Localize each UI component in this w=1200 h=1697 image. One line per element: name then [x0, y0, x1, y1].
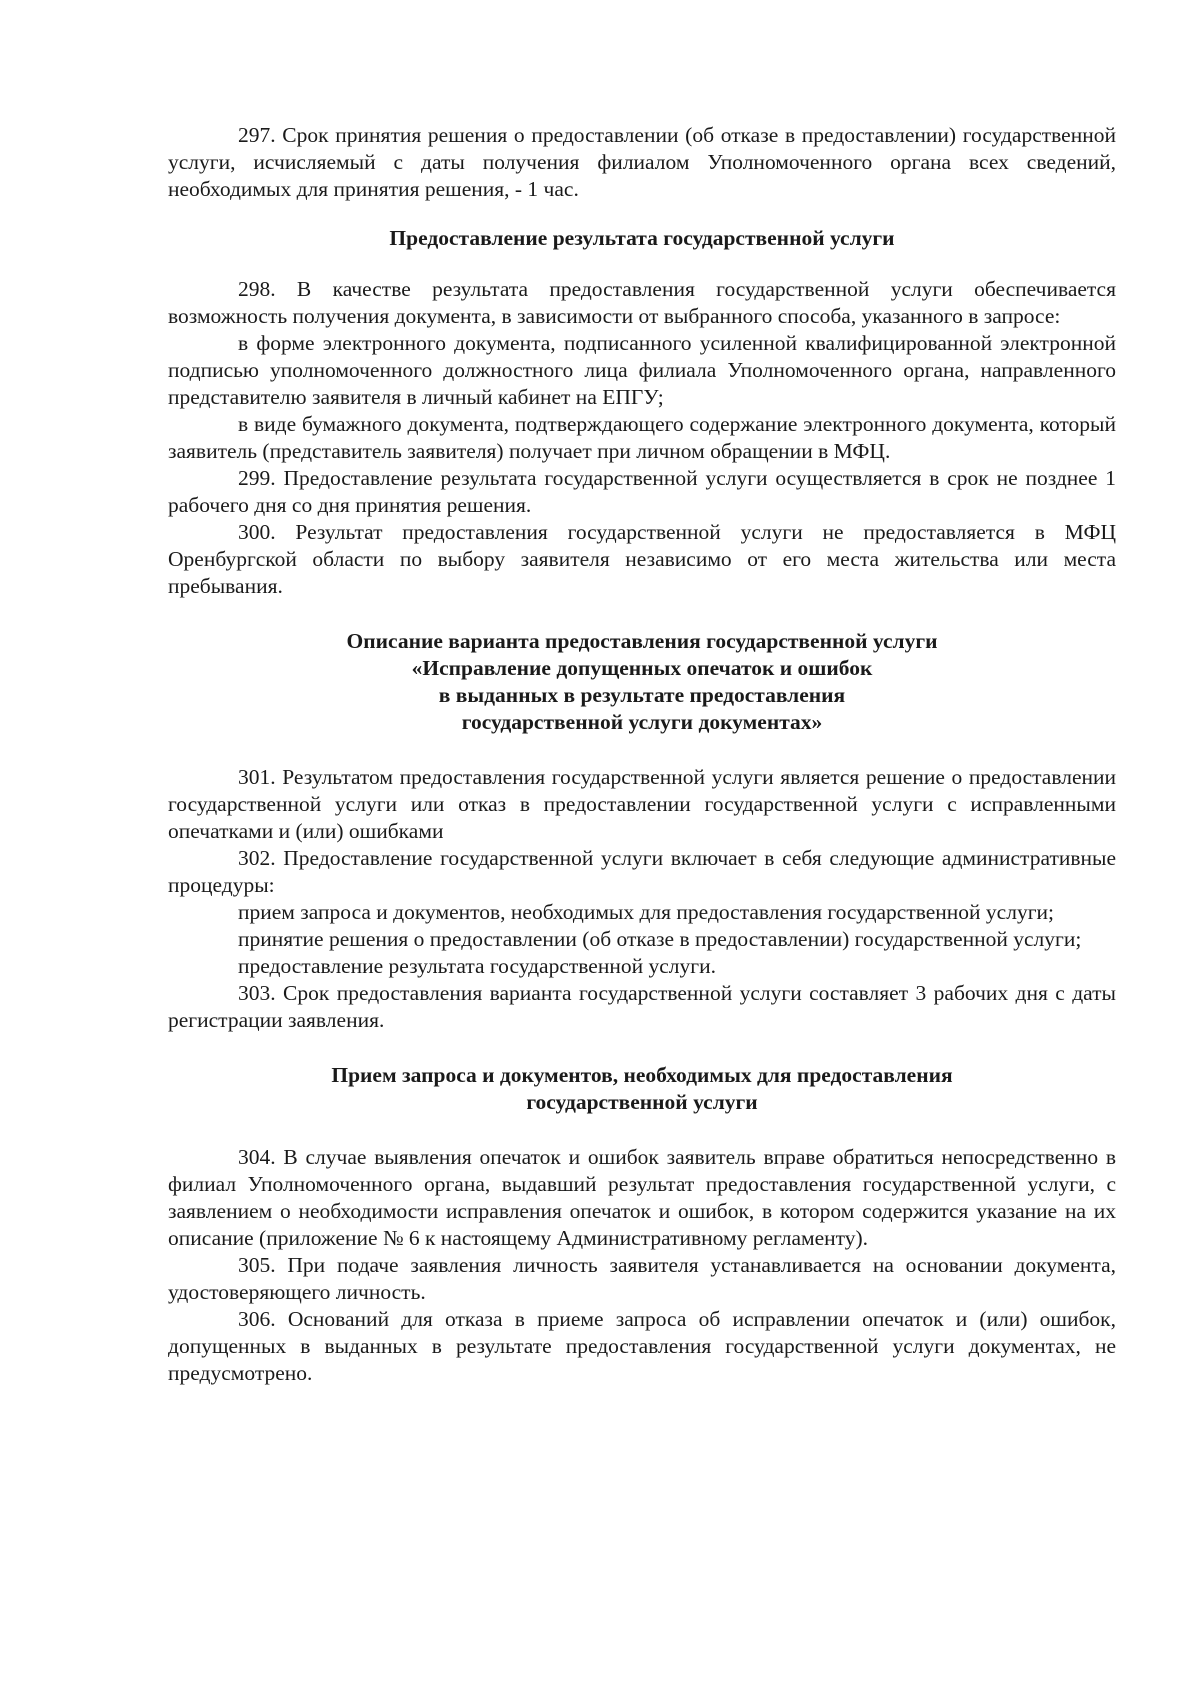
paragraph-306: 306. Оснований для отказа в приеме запроса об исправлении опечаток и (или) ошибок, допущенных в выданных в результате предоставления государственной услуги документах, не предусмотрено.: [168, 1307, 1116, 1385]
heading-reception-line: Прием запроса и документов, необходимых для предоставления: [331, 1063, 953, 1087]
heading-variant-line: государственной услуги документах»: [461, 710, 823, 734]
paragraph-302-result: предоставление результата государственной услуги.: [238, 954, 716, 978]
heading-reception-line: государственной услуги: [526, 1090, 758, 1114]
paragraph-302-reception: прием запроса и документов, необходимых для предоставления государственной услуги;: [238, 900, 1055, 924]
document-page: [168, 122, 1116, 1387]
paragraph-302: 302. Предоставление государственной услуги включает в себя следующие административные процедуры:: [168, 846, 1116, 897]
paragraph-299: 299. Предоставление результата государственной услуги осуществляется в срок не позднее 1 рабочего дня со дня принятия решения.: [168, 466, 1116, 517]
paragraph-301: 301. Результатом предоставления государственной услуги является решение о предоставлении государственной услуги или отказ в предоставлении государственной услуги с исправленными опечатками и (или) ошибками: [168, 765, 1116, 843]
paragraph-304: 304. В случае выявления опечаток и ошибок заявитель вправе обратиться непосредственно в филиал Уполномоченного органа, выдавший результат предоставления государственной услуги, с заявлением о необходимости исправления опечаток и ошибок, в котором содержится указание на их описание (приложение № 6 к настоящему Административному регламенту).: [168, 1145, 1116, 1250]
paragraph-302-decision: принятие решения о предоставлении (об отказе в предоставлении) государственной услуги;: [238, 927, 1082, 951]
paragraph-298-electronic: в форме электронного документа, подписанного усиленной квалифицированной электронной подписью уполномоченного должностного лица филиала Уполномоченного органа, направленного представителю заявителя в личный кабинет на ЕПГУ;: [168, 331, 1116, 409]
heading-variant-line: «Исправление допущенных опечаток и ошибок: [411, 656, 873, 680]
paragraph-303: 303. Срок предоставления варианта государственной услуги составляет 3 рабочих дня с даты регистрации заявления.: [168, 981, 1116, 1032]
heading-result-provision: Предоставление результата государственной услуги: [389, 226, 895, 250]
heading-variant-line: Описание варианта предоставления государственной услуги: [346, 629, 938, 653]
paragraph-298-paper: в виде бумажного документа, подтверждающего содержание электронного документа, который заявитель (представитель заявителя) получает при личном обращении в МФЦ.: [168, 412, 1116, 463]
paragraph-305: 305. При подаче заявления личность заявителя устанавливается на основании документа, удостоверяющего личность.: [168, 1253, 1116, 1304]
paragraph-298: 298. В качестве результата предоставления государственной услуги обеспечивается возможность получения документа, в зависимости от выбранного способа, указанного в запросе:: [168, 277, 1116, 328]
heading-variant-description: [168, 628, 1116, 736]
heading-request-reception: [168, 1062, 1116, 1116]
heading-variant-line: в выданных в результате предоставления: [438, 683, 846, 707]
paragraph-300: 300. Результат предоставления государственной услуги не предоставляется в МФЦ Оренбургской области по выбору заявителя независимо от его места жительства или места пребывания.: [168, 520, 1116, 598]
paragraph-297: 297. Срок принятия решения о предоставлении (об отказе в предоставлении) государственной услуги, исчисляемый с даты получения филиалом Уполномоченного органа всех сведений, необходимых для принятия решения, - 1 час.: [168, 123, 1116, 201]
